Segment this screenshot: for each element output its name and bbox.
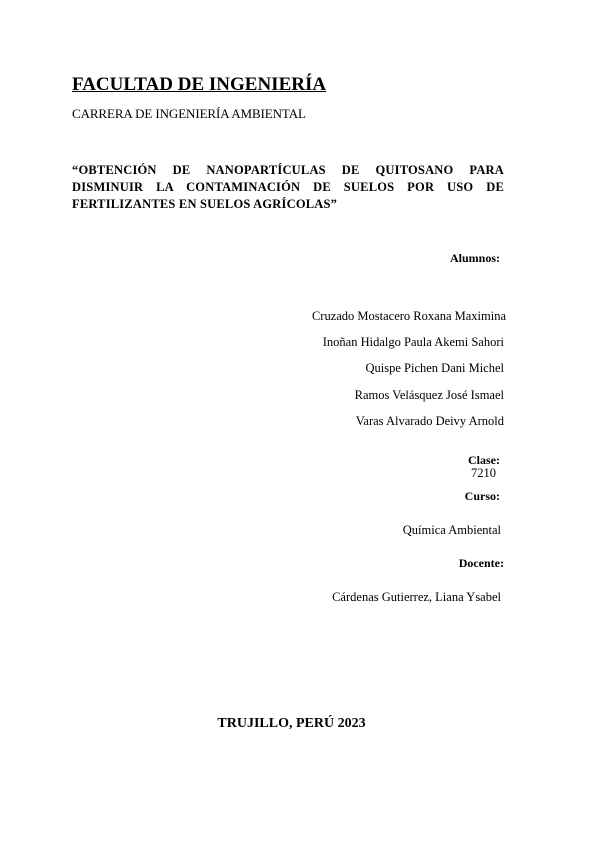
students-label: Alumnos: (449, 251, 500, 265)
curso-label: Curso: (464, 489, 500, 503)
curso-value: Química Ambiental (402, 523, 501, 537)
footer-place-date: TRUJILLO, PERÚ 2023 (217, 716, 366, 731)
student-name: Cruzado Mostacero Roxana Maximina (311, 309, 506, 323)
student-name: Inoñan Hidalgo Paula Akemi Sahori (322, 335, 504, 349)
thesis-title: “OBTENCIÓN DE NANOPARTÍCULAS DE QUITOSANO PARA DISMINUIR LA CONTAMINACIÓN DE SUELOS POR USO DE FERTILIZANTES EN SUELOS AGRÍCOLAS” (72, 163, 504, 211)
faculty-heading: FACULTAD DE INGENIERÍA (72, 74, 327, 95)
docente-label: Docente: (458, 556, 504, 570)
docente-value: Cárdenas Gutierrez, Liana Ysabel (332, 590, 501, 604)
student-name: Varas Alvarado Deivy Arnold (355, 414, 504, 428)
clase-value: 7210 (471, 466, 496, 480)
career-subheading: CARRERA DE INGENIERÍA AMBIENTAL (72, 106, 306, 121)
student-name: Quispe Pichen Dani Michel (365, 361, 504, 375)
clase-label: Clase: (468, 453, 500, 467)
student-name: Ramos Velásquez José Ismael (354, 388, 504, 402)
